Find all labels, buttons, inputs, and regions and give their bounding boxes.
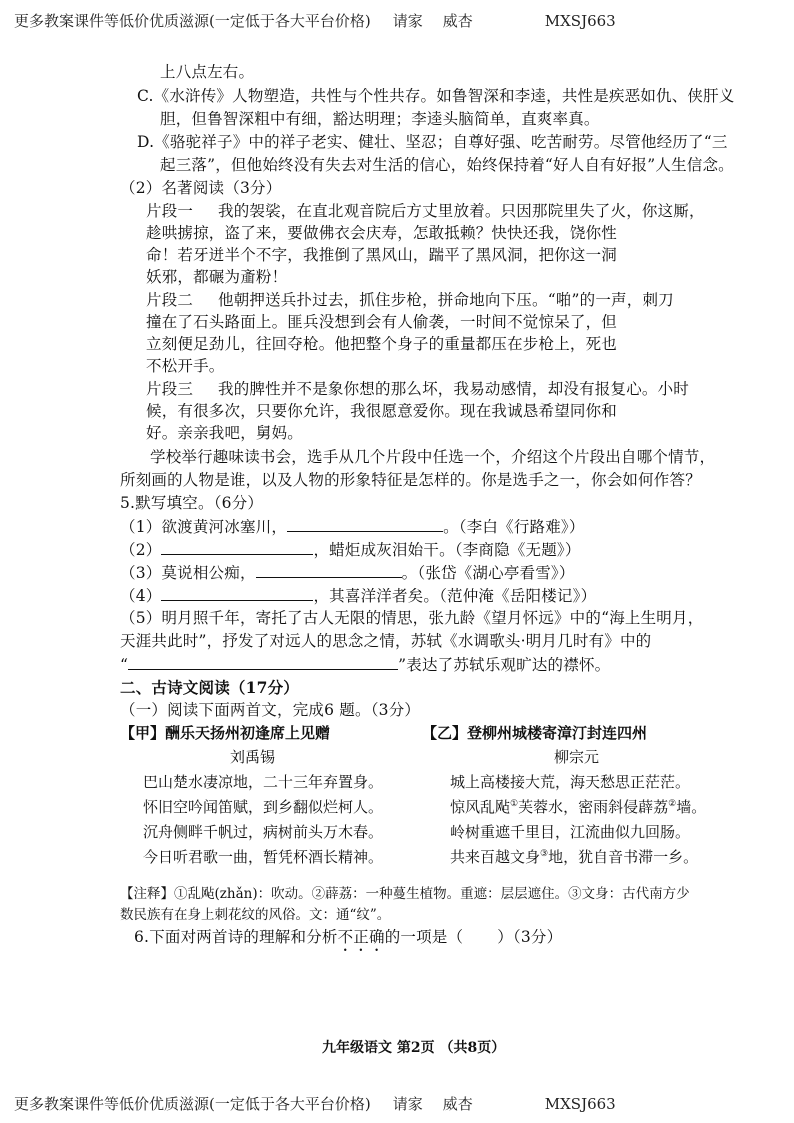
footnote-marker: ② — [668, 799, 677, 809]
fragment-1-line: 我的袈裟，在直北观音院后方丈里放着。只因那院里失了火，你这厮， — [218, 202, 705, 220]
footer-contact-name: 威杏 — [442, 1095, 473, 1113]
fragment-1-label: 片段一 — [146, 202, 194, 220]
poem-b-title: 【乙】登柳州城楼寄漳汀封连四州 — [422, 724, 648, 742]
fragment-1-line: 趁哄掳掠，盗了来，要做佛衣会庆寿，怎敢抵赖？快快还我，饶你性 — [146, 224, 618, 242]
poem-b-line: 共来百越文身③地，犹自音书滞一乡。 — [450, 848, 699, 866]
answer-blank[interactable] — [256, 561, 402, 578]
footnote-marker: ③ — [540, 849, 549, 859]
footer-code: MXSJ663 — [544, 1095, 616, 1113]
option-c-line2: 胆，但鲁智深粗中有细，豁达明理；李逵头脑简单，直爽率真。 — [160, 110, 600, 128]
annotation-line2: 数民族有在身上刺花纹的风俗。文：通“纹”。 — [120, 907, 391, 923]
section-2-title: 二、古诗文阅读（17分） — [120, 678, 299, 697]
answer-blank[interactable] — [287, 515, 443, 532]
q5-item-3: （3）莫说相公痴， 。（张岱《湖心亭看雪》） — [120, 561, 575, 585]
poem-b-line: 岭树重遮千里目，江流曲似九回肠。 — [450, 823, 691, 841]
poem-a-title: 【甲】酬乐天扬州初逢席上见赠 — [120, 724, 331, 742]
fragment-3-label: 片段三 — [146, 380, 194, 398]
fragment-2-line: 撞在了石头路面上。匪兵没想到会有人偷袭，一时间不觉惊呆了，但 — [146, 313, 618, 331]
poem-a-line: 沉舟侧畔千帆过，病树前头万木春。 — [143, 823, 384, 841]
option-b-tail: 上八点左右。 — [160, 63, 255, 81]
page-number: 九年级语文 第2页 （共8页） — [322, 1040, 506, 1056]
watermark-footer — [14, 1093, 616, 1114]
fragment-2-label: 片段二 — [146, 291, 194, 309]
footer-contact-label: 请家 — [392, 1095, 423, 1113]
option-d-line1: D.《骆驼祥子》中的祥子老实、健壮、坚忍；自尊好强、吃苦耐劳。尽管他经历了“三 — [137, 133, 728, 151]
option-c-line1: C.《水浒传》人物塑造，共性与个性共存。如鲁智深和李逵，共性是疾恶如仇、侠肝义 — [137, 87, 735, 105]
poem-a-author: 刘禹锡 — [230, 748, 276, 766]
poem-a-line: 怀旧空吟闻笛赋，到乡翻似烂柯人。 — [143, 798, 384, 816]
q5-item-1: （1）欲渡黄河冰塞川， 。（李白《行路难》） — [120, 515, 585, 539]
q4-2-prompt-line1: 学校举行趣味读书会，选手从几个片段中任选一个，介绍这个片段出自哪个情节， — [150, 448, 716, 466]
q5-item-4: （4） ，其喜洋洋者矣。（范仲淹《岳阳楼记》） — [120, 584, 596, 608]
emphasis-text: 不正确 — [337, 928, 385, 946]
fragment-2-line: 不松开手。 — [146, 357, 225, 375]
q5-item-5-line1: （5）明月照千年，寄托了古人无限的情思，张九龄《望月怀远》中的“海上生明月， — [120, 609, 704, 627]
q5-item-5-line3: “ ”表达了苏轼乐观旷达的襟怀。 — [120, 653, 610, 677]
header-contact-label: 请家 — [392, 12, 423, 30]
annotation-line1: 【注释】①乱飐(zhǎn)：吹动。②薜荔：一种蔓生植物。重遮：层层遮住。③文身：古代南方少 — [120, 886, 690, 902]
poem-b-line: 惊风乱飐①芙蓉水，密雨斜侵薜荔②墙。 — [450, 798, 707, 816]
q5-item-2: （2） ，蜡炬成灰泪始干。（李商隐《无题》） — [120, 538, 581, 562]
answer-blank[interactable] — [161, 538, 313, 555]
q5-title: 5.默写填空。（6分） — [120, 494, 264, 512]
option-d-line2: 起三落”，但他始终没有失去对生活的信心，始终保持着“好人自有好报”人生信念。 — [160, 156, 734, 174]
footnote-marker: ① — [510, 799, 519, 809]
footer-text: 更多教案课件等低价优质滋源(一定低于各大平台价格) — [14, 1095, 371, 1113]
header-code: MXSJ663 — [544, 12, 616, 30]
poem-b-line: 城上高楼接大荒，海天愁思正茫茫。 — [450, 773, 691, 791]
q4-2-prompt-line2: 所刻画的人物是谁，以及人物的形象特征是怎样的。你是选手之一，你会如何作答？ — [120, 471, 701, 489]
q5-item-5-line2: 天涯共此时”，抒发了对远人的思念之情，苏轼《水调歌头·明月几时有》中的 — [120, 632, 652, 650]
fragment-3-line: 我的脾性并不是象你想的那么坏，我易动感情，却没有报复心。小时 — [218, 380, 690, 398]
answer-blank[interactable] — [161, 584, 313, 601]
question-6: 6.下面对两首诗的理解和分析不正确的一项是（ ）（3分） — [134, 928, 563, 946]
fragment-1-line: 妖邪，都碾为齑粉！ — [146, 268, 288, 286]
header-text: 更多教案课件等低价优质滋源(一定低于各大平台价格) — [14, 12, 371, 30]
fragment-2-line: 立刻便足劲儿，往回夺枪。他把整个身子的重量都压在步枪上，死也 — [146, 335, 618, 353]
section-2-subtitle: （一）阅读下面两首文，完成6 题。（3分） — [120, 701, 421, 719]
header-contact-name: 威杏 — [442, 12, 473, 30]
fragment-3-line: 好。亲亲我吧，舅妈。 — [146, 424, 304, 442]
q4-2-title: （2）名著阅读（3分） — [120, 179, 282, 197]
fragment-3-line: 候，有很多次，只要你允许，我很愿意爱你。现在我诚恳希望同你和 — [146, 402, 618, 420]
watermark-header — [14, 10, 616, 31]
poem-a-line: 巴山楚水凄凉地，二十三年弃置身。 — [143, 773, 384, 791]
poem-b-author: 柳宗元 — [554, 748, 600, 766]
fragment-1-line: 命！若牙迸半个不字，我推倒了黑风山，踹平了黑风洞，把你这一洞 — [146, 246, 618, 264]
fragment-2-line: 他朝押送兵扑过去，抓住步枪，拼命地向下压。“啪”的一声，刺刀 — [218, 291, 674, 309]
poem-a-line: 今日听君歌一曲，暂凭杯酒长精神。 — [143, 848, 384, 866]
answer-blank[interactable] — [128, 653, 398, 670]
